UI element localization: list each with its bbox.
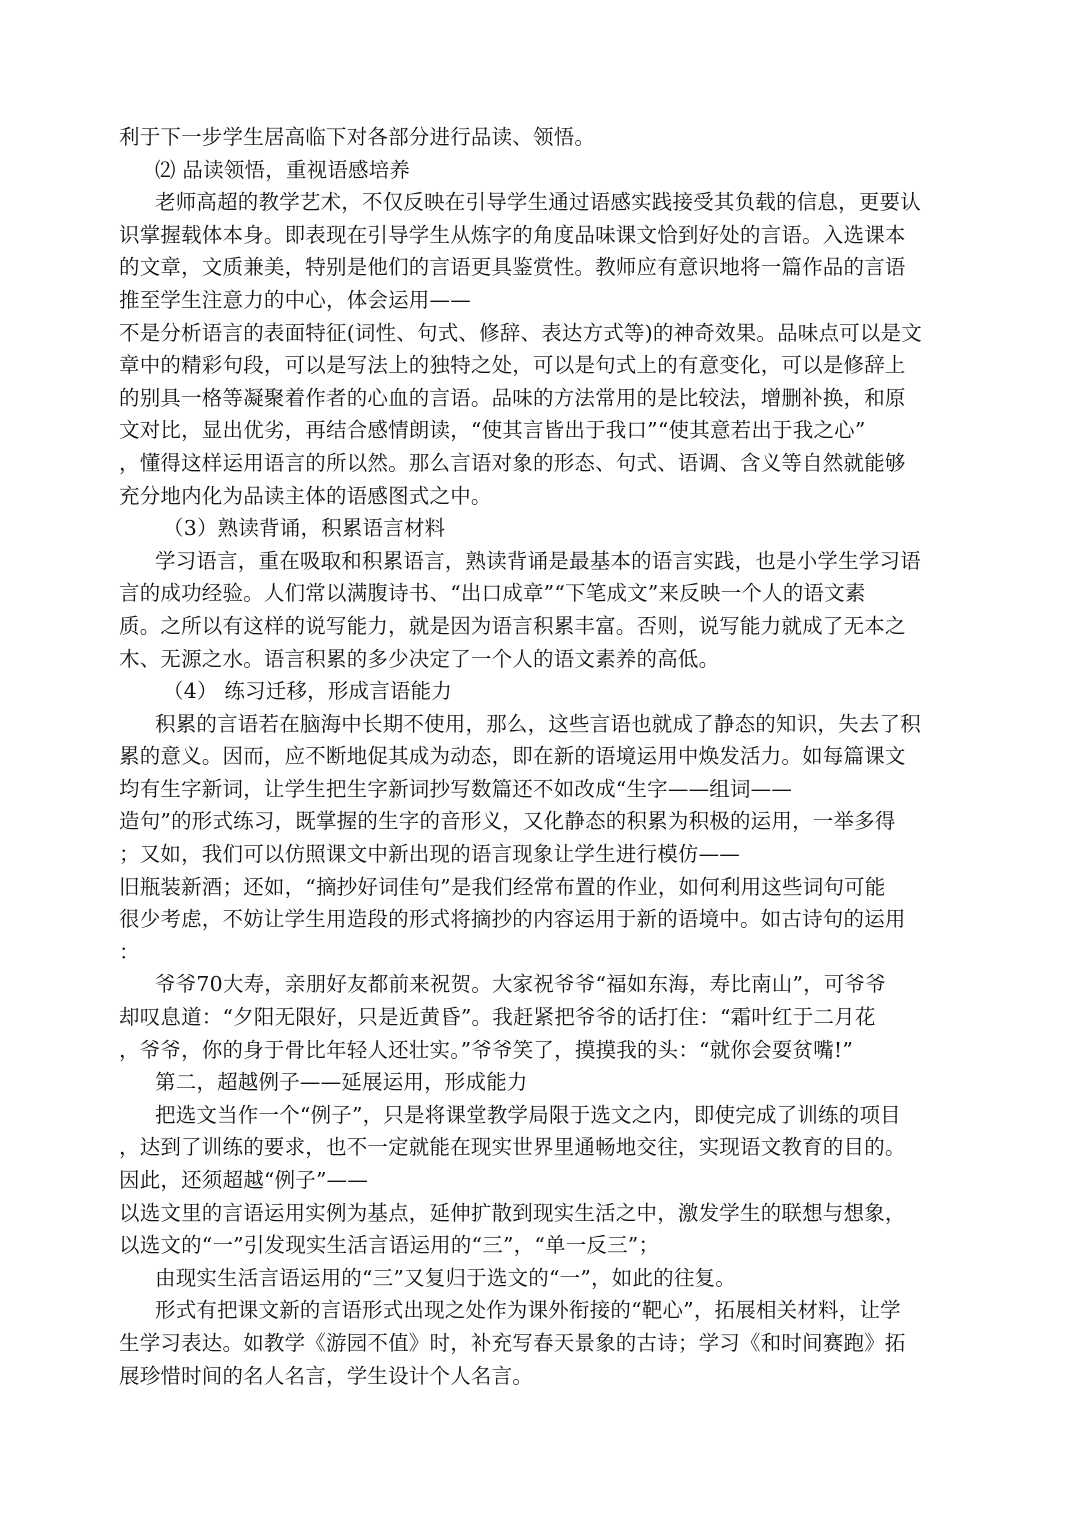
section-heading: 第二，超越例子——延展运用，形成能力	[155, 1070, 528, 1095]
text-line: 展珍惜时间的名人名言，学生设计个人名言。	[119, 1363, 533, 1388]
text-line: 不是分析语言的表面特征(词性、句式、修辞、表达方式等)的神奇效果。品味点可以是文	[119, 320, 922, 345]
text-line: 造句”的形式练习，既掌握的生字的音形义，又化静态的积累为积极的运用，一举多得	[119, 809, 896, 834]
text-line: 积累的言语若在脑海中长期不使用，那么，这些言语也就成了静态的知识，失去了积	[155, 711, 921, 736]
text-line: 老师高超的教学艺术，不仅反映在引导学生通过语感实践接受其负载的信息，更要认	[155, 190, 921, 215]
text-line: 旧瓶装新酒；还如，“摘抄好词佳句”是我们经常布置的作业，如何利用这些词句可能	[119, 874, 886, 899]
text-line: ，爷爷，你的身于骨比年轻人还壮实。”爷爷笑了，摸摸我的头：“就你会耍贫嘴!”	[119, 1037, 854, 1062]
section-heading: （4） 练习迁移，形成言语能力	[163, 679, 453, 704]
section-heading: （3）熟读背诵，积累语言材料	[163, 516, 446, 541]
text-line: ，达到了训练的要求，也不一定就能在现实世界里通畅地交往，实现语文教育的目的。	[119, 1135, 906, 1160]
text-line: 推至学生注意力的中心，体会运用——	[119, 287, 471, 312]
text-line: 的别具一格等凝聚着作者的心血的言语。品味的方法常用的是比较法，增删补换，和原	[119, 385, 906, 410]
text-line: 章中的精彩句段，可以是写法上的独特之处，可以是句式上的有意变化，可以是修辞上	[119, 353, 906, 378]
text-line: 以选文的“一”引发现实生活言语运用的“三”，“单一反三”；	[119, 1233, 660, 1258]
document-body	[119, 121, 979, 1392]
text-line: 由现实生活言语运用的“三”又复归于选文的“一”，如此的往复。	[155, 1265, 736, 1290]
text-line: 识掌握载体本身。即表现在引导学生从炼字的角度品味课文恰到好处的言语。入选课本	[119, 222, 906, 247]
text-line: ，懂得这样运用语言的所以然。那么言语对象的形态、句式、语调、含义等自然就能够	[119, 450, 906, 475]
text-line: ；又如，我们可以仿照课文中新出现的语言现象让学生进行模仿——	[119, 842, 740, 867]
text-line: 充分地内化为品读主体的语感图式之中。	[119, 483, 492, 508]
text-line: 形式有把课文新的言语形式出现之处作为课外衔接的“靶心”，拓展相关材料，让学	[155, 1298, 901, 1323]
text-line: 因此，还须超越“例子”——	[119, 1168, 369, 1192]
section-heading: ⑵ 品读领悟，重视语感培养	[155, 157, 411, 182]
text-line: 文对比，显出优劣，再结合感情朗读，“使其言皆出于我口”“使其意若出于我之心”	[119, 418, 866, 443]
text-line: 生学习表达。如教学《游园不值》时，补充写春天景象的古诗；学习《和时间赛跑》拓	[119, 1330, 906, 1355]
text-line: 很少考虑，不妨让学生用造段的形式将摘抄的内容运用于新的语境中。如古诗句的运用	[119, 907, 906, 932]
text-line: 累的意义。因而，应不断地促其成为动态，即在新的语境运用中焕发活力。如每篇课文	[119, 744, 906, 769]
text-line: ：	[119, 939, 140, 964]
text-line: 言的成功经验。人们常以满腹诗书、“出口成章”“下笔成文”来反映一个人的语文素	[119, 581, 866, 606]
text-line: 质。之所以有这样的说写能力，就是因为语言积累丰富。否则，说写能力就成了无本之	[119, 613, 906, 638]
text-line: 学习语言，重在吸取和积累语言，熟读背诵是最基本的语言实践，也是小学生学习语	[155, 548, 921, 573]
text-line: 利于下一步学生居高临下对各部分进行品读、领悟。	[119, 125, 596, 149]
text-line: 的文章，文质兼美，特别是他们的言语更具鉴赏性。教师应有意识地将一篇作品的言语	[119, 255, 906, 280]
text-line: 木、无源之水。语言积累的多少决定了一个人的语文素养的高低。	[119, 646, 720, 671]
text-line: 却叹息道：“夕阳无限好，只是近黄昏”。我赶紧把爷爷的话打住：“霜叶红于二月花	[119, 1005, 876, 1030]
text-line: 爷爷70大寿，亲朋好友都前来祝贺。大家祝爷爷“福如东海，寿比南山”，可爷爷	[155, 972, 886, 997]
text-line: 以选文里的言语运用实例为基点，延伸扩散到现实生活之中，激发学生的联想与想象，	[119, 1200, 906, 1225]
text-line: 均有生字新词，让学生把生字新词抄写数篇还不如改成“生字——组词——	[119, 776, 793, 801]
text-line: 把选文当作一个“例子”，只是将课堂教学局限于选文之内，即使完成了训练的项目	[155, 1102, 901, 1127]
